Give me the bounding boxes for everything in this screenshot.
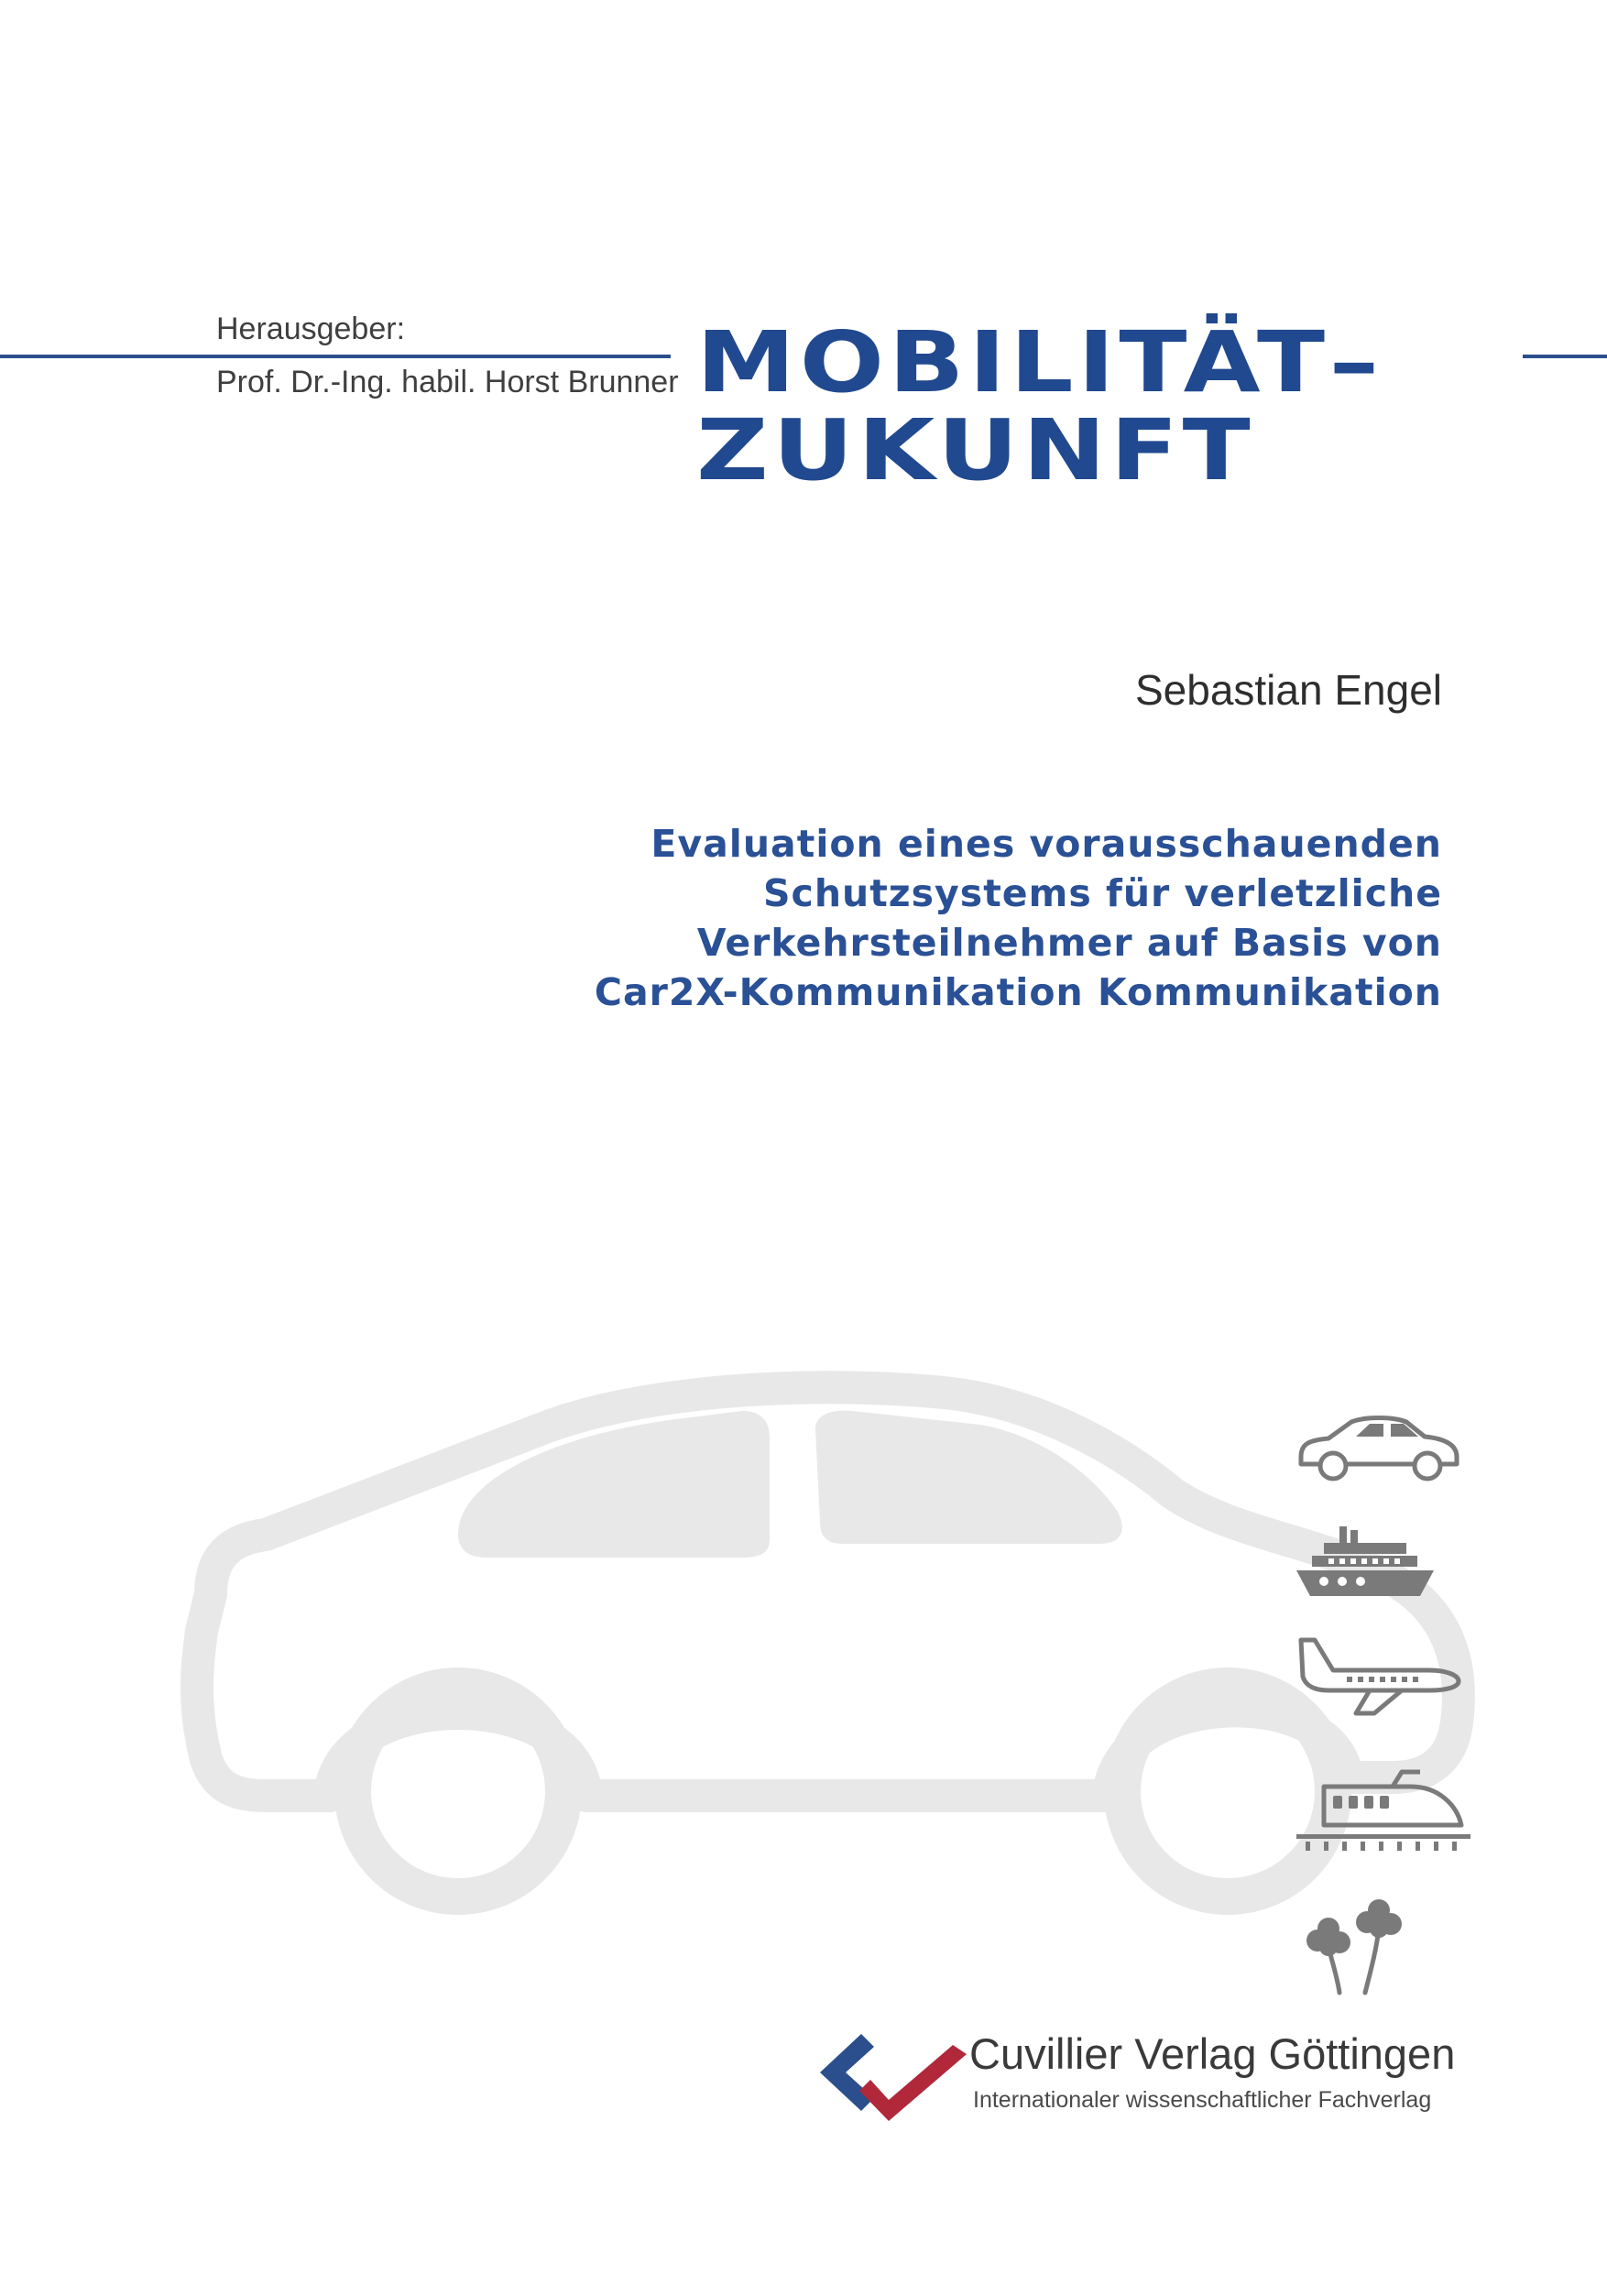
header-rule-left <box>0 355 671 358</box>
series-title-line-1: MOBILITÄT– <box>696 313 1383 411</box>
series-title-line-2: ZUKUNFT <box>696 401 1255 499</box>
editor-name: Prof. Dr.-Ing. habil. Horst Brunner <box>216 365 679 399</box>
publisher-name: Cuvillier Verlag Göttingen <box>969 2029 1456 2078</box>
airplane-icon <box>1292 1635 1475 1718</box>
book-title-line-4: Car2X-Kommunikation Kommunikation <box>594 970 1442 1014</box>
header-rule-right <box>1523 355 1607 358</box>
author-name: Sebastian Engel <box>1134 666 1442 714</box>
palm-trees-icon <box>1292 1897 1475 1997</box>
ship-icon <box>1292 1523 1475 1605</box>
train-icon <box>1292 1768 1475 1851</box>
editor-label: Herausgeber: <box>216 312 406 346</box>
book-title-line-1: Evaluation eines vorausschauenden <box>650 822 1442 866</box>
book-title-line-3: Verkehrsteilnehmer auf Basis von <box>696 921 1442 965</box>
publisher-logo <box>815 2025 971 2126</box>
car-icon <box>1292 1411 1475 1484</box>
book-title-line-2: Schutzsystems für verletzliche <box>762 871 1442 915</box>
book-title <box>159 819 1442 1017</box>
publisher-tagline: Internationaler wissenschaftlicher Fachverlag <box>973 2087 1432 2113</box>
series-title <box>696 313 1383 499</box>
